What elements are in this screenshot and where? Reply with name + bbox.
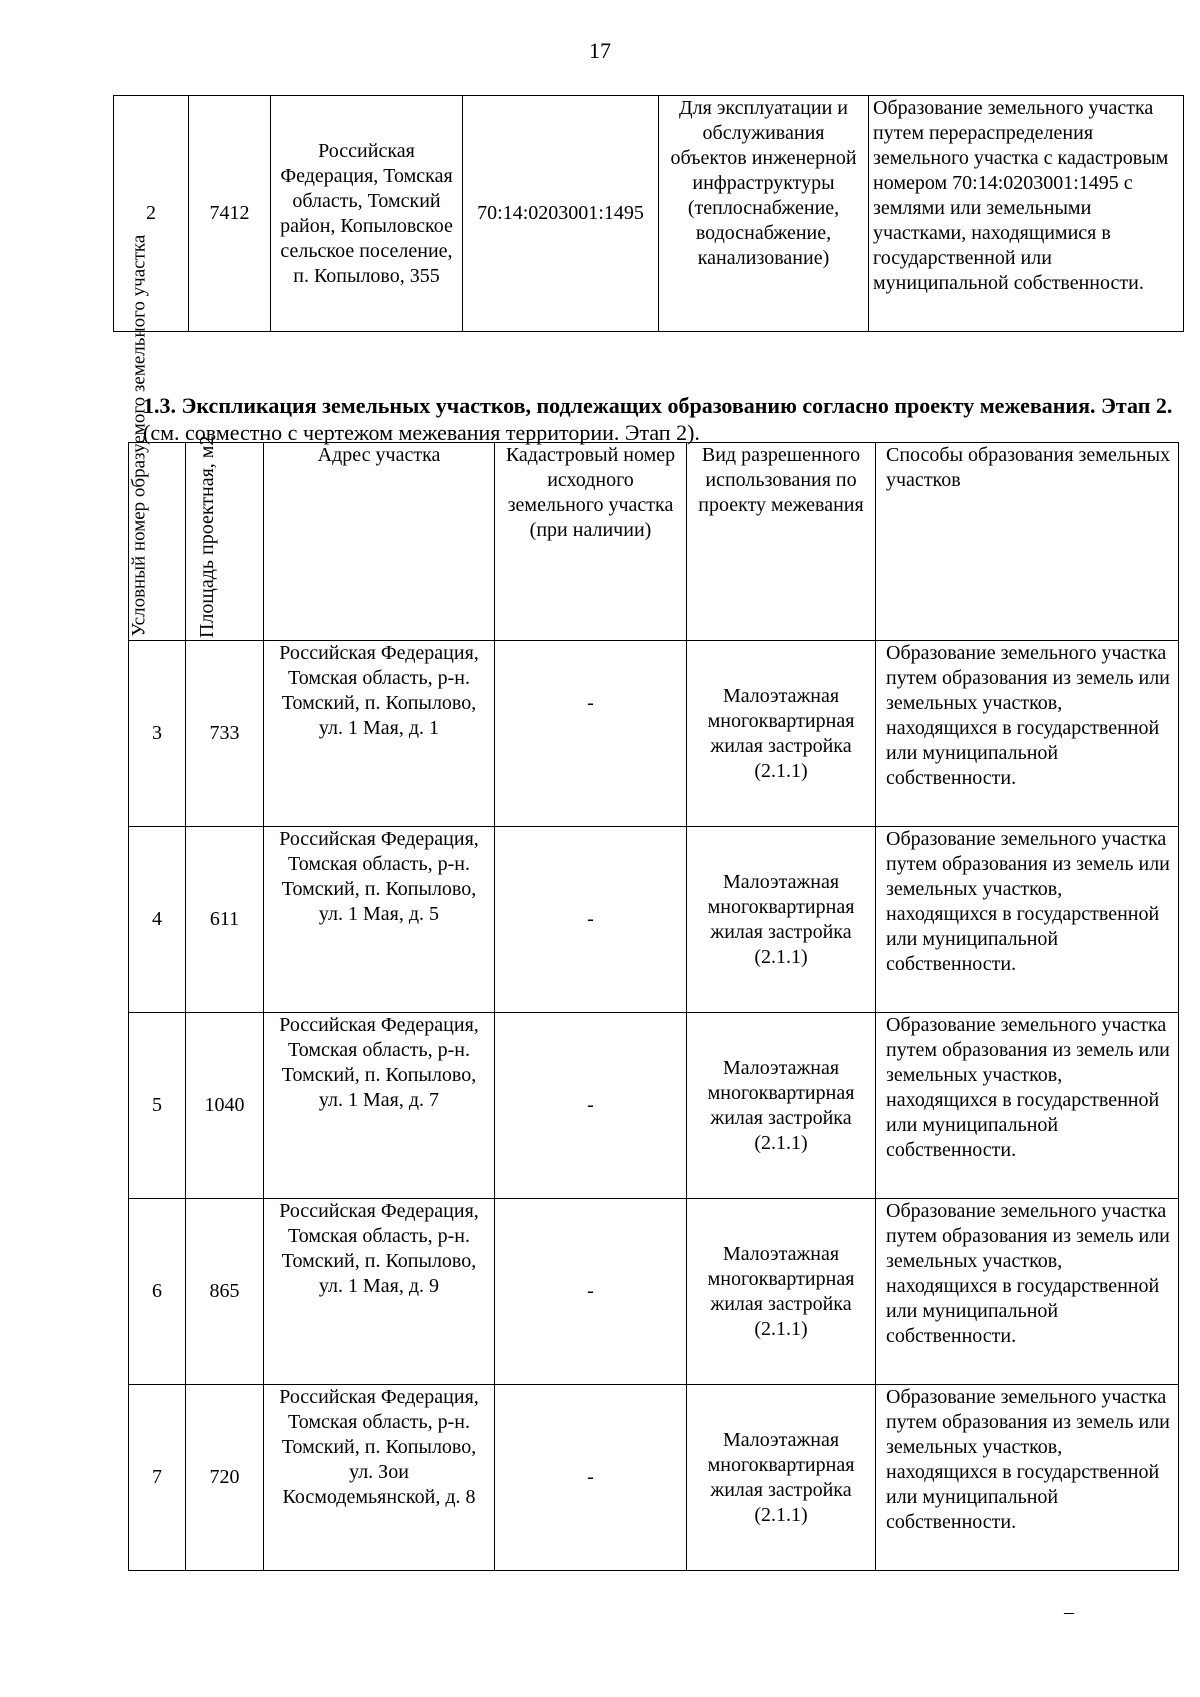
row-cadastral: - xyxy=(495,1385,687,1571)
continuation-table xyxy=(113,95,1184,332)
row-area: 1040 xyxy=(186,1013,264,1199)
row-address: Российская Федерация, Томская область, р-н. Томский, п. Копылово, ул. 1 Мая, д. 7 xyxy=(264,1013,495,1199)
row-method: Образование земельного участка путем образования из земель или земельных участков, находящихся в государственной или муниципальной собственности. xyxy=(876,641,1179,827)
row-area: 720 xyxy=(186,1385,264,1571)
parcel-cadastral-number: 70:14:0203001:1495 xyxy=(463,96,659,332)
parcel-address: Российская Федерация, Томская область, Томский район, Копыловское сельское поселение, п. Копылово, 355 xyxy=(271,96,463,332)
row-address: Российская Федерация, Томская область, р-н. Томский, п. Копылово, ул. 1 Мая, д. 9 xyxy=(264,1199,495,1385)
row-cadastral: - xyxy=(495,1199,687,1385)
row-area: 611 xyxy=(186,827,264,1013)
table-row xyxy=(129,1385,1179,1571)
header-row xyxy=(129,443,1179,641)
row-method: Образование земельного участка путем образования из земель или земельных участков, находящихся в государственной или муниципальной собственности. xyxy=(876,1385,1179,1571)
section-heading-bold: 1.3. Экспликация земельных участков, подлежащих образованию согласно проекту межевания. Этап 2. xyxy=(143,393,1173,418)
row-method: Образование земельного участка путем образования из земель или земельных участков, находящихся в государственной или муниципальной собственности. xyxy=(876,827,1179,1013)
parcel-number: 2 xyxy=(114,96,189,332)
row-cadastral: - xyxy=(495,641,687,827)
header-method: Способы образования земельных участков xyxy=(876,443,1179,641)
page-number: 17 xyxy=(589,38,611,63)
row-address: Российская Федерация, Томская область, р-н. Томский, п. Копылово, ул. 1 Мая, д. 5 xyxy=(264,827,495,1013)
header-address: Адрес участка xyxy=(264,443,495,641)
row-use: Малоэтажная многоквартирная жилая застройка (2.1.1) xyxy=(687,641,876,827)
row-cadastral: - xyxy=(495,827,687,1013)
table-row xyxy=(114,96,1184,332)
header-area xyxy=(186,435,264,641)
header-num-text: Условный номер образуемого земельного участка xyxy=(128,234,150,637)
table-row xyxy=(129,1013,1179,1199)
row-number: 7 xyxy=(129,1385,186,1571)
parcel-area: 7412 xyxy=(189,96,271,332)
row-use: Малоэтажная многоквартирная жилая застройка (2.1.1) xyxy=(687,827,876,1013)
row-use: Малоэтажная многоквартирная жилая застройка (2.1.1) xyxy=(687,1199,876,1385)
header-use: Вид разрешенного использования по проекту межевания xyxy=(687,443,876,641)
parcel-formation-method: Образование земельного участка путем перераспределения земельного участка с кадастровым номером 70:14:0203001:1495 с землями или земельными участками, находящимися в государственной или муниципальной собственности. xyxy=(869,96,1184,332)
row-method: Образование земельного участка путем образования из земель или земельных участков, находящихся в государственной или муниципальной собственности. xyxy=(876,1199,1179,1385)
row-method: Образование земельного участка путем образования из земель или земельных участков, находящихся в государственной или муниципальной собственности. xyxy=(876,1013,1179,1199)
section-heading-note: (см. совместно с чертежом межевания территории. Этап 2). xyxy=(143,420,700,445)
row-use: Малоэтажная многоквартирная жилая застройка (2.1.1) xyxy=(687,1013,876,1199)
table-row xyxy=(129,1199,1179,1385)
table-row xyxy=(129,827,1179,1013)
header-area-text: Площадь проектная, м2 xyxy=(196,435,218,638)
header-cadastral: Кадастровый номер исходного земельного участка (при наличии) xyxy=(495,443,687,641)
table-row xyxy=(129,641,1179,827)
header-num xyxy=(128,234,186,641)
parcel-permitted-use: Для эксплуатации и обслуживания объектов инженерной инфраструктуры (теплоснабжение, водоснабжение, канализование) xyxy=(659,96,869,332)
row-area: 733 xyxy=(186,641,264,827)
row-area: 865 xyxy=(186,1199,264,1385)
row-number: 5 xyxy=(129,1013,186,1199)
row-number: 4 xyxy=(129,827,186,1013)
trailing-mark: – xyxy=(1064,1601,1074,1623)
row-cadastral: - xyxy=(495,1013,687,1199)
row-address: Российская Федерация, Томская область, р-н. Томский, п. Копылово, ул. Зои Космодемьянской, д. 8 xyxy=(264,1385,495,1571)
row-number: 3 xyxy=(129,641,186,827)
row-use: Малоэтажная многоквартирная жилая застройка (2.1.1) xyxy=(687,1385,876,1571)
section-heading xyxy=(143,392,1183,446)
row-number: 6 xyxy=(129,1199,186,1385)
row-address: Российская Федерация, Томская область, р-н. Томский, п. Копылово, ул. 1 Мая, д. 1 xyxy=(264,641,495,827)
